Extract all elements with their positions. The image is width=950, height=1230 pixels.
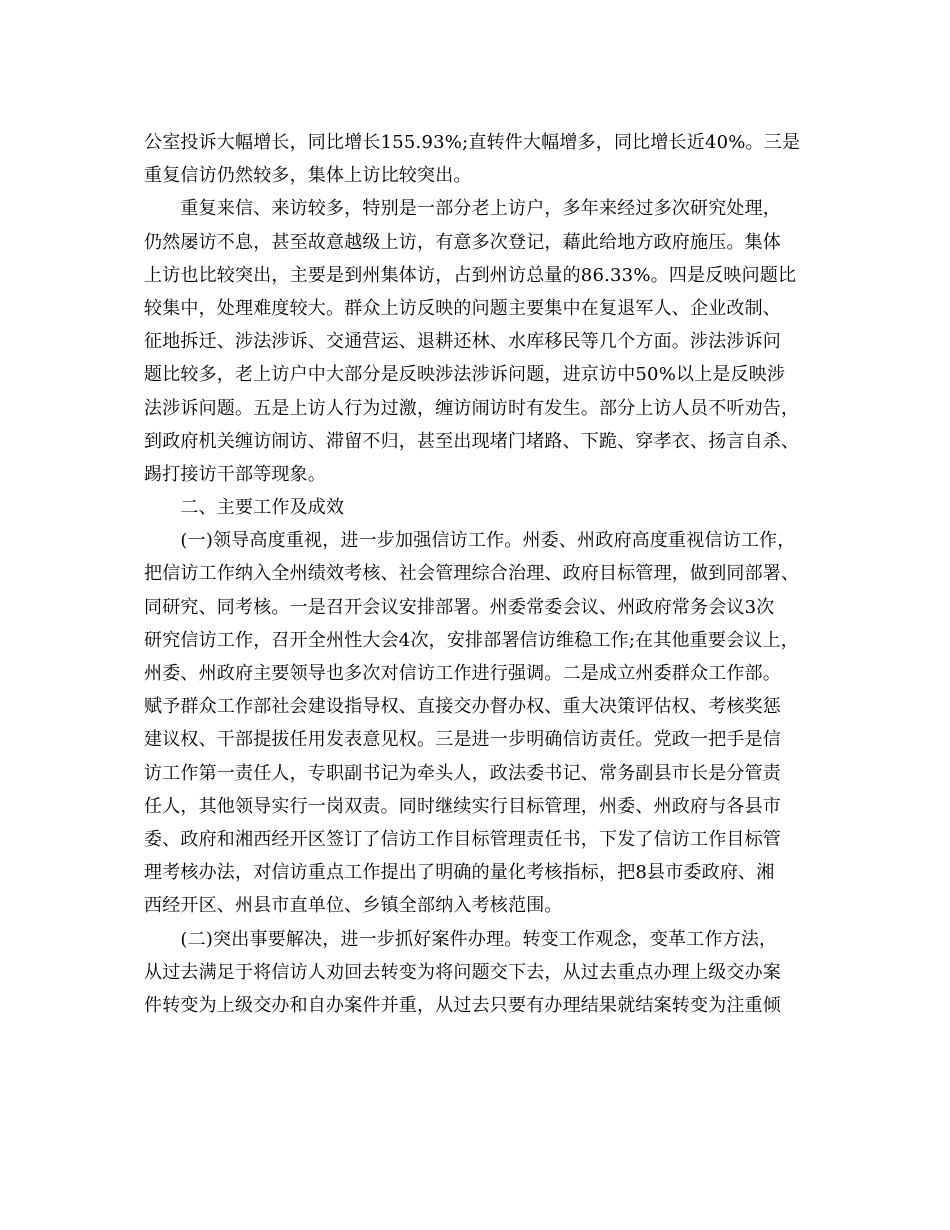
text-line: 公室投诉大幅增长，同比增长155.93%;直转件大幅增多，同比增长近40%。三是: [144, 132, 801, 153]
text-line: 同研究、同考核。一是召开会议安排部署。州委常委会议、州政府常务会议3次: [144, 596, 775, 618]
text-line: 题比较多，老上访户中大部分是反映涉法涉诉问题，进京访中50%以上是反映涉: [144, 364, 786, 386]
text-line: 委、政府和湘西经开区签订了信访工作目标管理责任书，下发了信访工作目标管: [144, 828, 781, 850]
section-heading: 二、主要工作及成效: [144, 497, 345, 519]
text-line: 理考核办法，对信访重点工作提出了明确的量化考核指标，把8县市委政府、湘: [144, 862, 775, 884]
text-line: 西经开区、州县市直单位、乡镇全部纳入考核范围。: [144, 895, 563, 917]
text-line: 把信访工作纳入全州绩效考核、社会管理综合治理、政府目标管理，做到同部署、: [144, 563, 800, 585]
text-line: 从过去满足于将信访人劝回去转变为将问题交下去，从过去重点办理上级交办案: [144, 961, 781, 983]
text-line: 建议权、干部提拔任用发表意见权。三是进一步明确信访责任。党政一把手是信: [144, 729, 781, 751]
text-line: 件转变为上级交办和自办案件并重，从过去只要有办理结果就结案转变为注重倾: [144, 994, 781, 1016]
text-line: 法涉诉问题。五是上访人行为过激，缠访闹访时有发生。部分上访人员不听劝告，: [144, 397, 800, 419]
text-line: 研究信访工作，召开全州性大会4次，安排部署信访维稳工作;在其他重要会议上，: [144, 629, 799, 651]
text-line: 踢打接访干部等现象。: [144, 463, 326, 485]
text-line: 征地拆迁、涉法涉诉、交通营运、退耕还林、水库移民等几个方面。涉法涉诉问: [144, 331, 781, 353]
text-line: 访工作第一责任人，专职副书记为牵头人，政法委书记、常务副县市长是分管责: [144, 762, 781, 784]
text-line: 任人，其他领导实行一岗双责。同时继续实行目标管理，州委、州政府与各县市: [144, 795, 781, 817]
text-line: 州委、州政府主要领导也多次对信访工作进行强调。二是成立州委群众工作部。: [144, 663, 781, 684]
text-line: 较集中，处理难度较大。群众上访反映的问题主要集中在复退军人、企业改制、: [144, 297, 781, 319]
text-line: 上访也比较突出，主要是到州集体访，占到州访总量的86.33%。四是反映问题比: [144, 264, 797, 286]
text-line: (一)领导高度重视，进一步加强信访工作。州委、州政府高度重视信访工作，: [144, 530, 796, 552]
text-line: 到政府机关缠访闹访、滞留不归，甚至出现堵门堵路、下跪、穿孝衣、扬言自杀、: [144, 430, 800, 452]
text-line: 仍然屡访不息，甚至故意越级上访，有意多次登记，藉此给地方政府施压。集体: [144, 231, 781, 253]
text-line: 重复来信、来访较多，特别是一部分老上访户，多年来经过多次研究处理，: [144, 198, 781, 220]
text-line: (二)突出事要解决，进一步抓好案件办理。转变工作观念，变革工作方法，: [144, 928, 778, 950]
text-line: 重复信访仍然较多，集体上访比较突出。: [144, 165, 472, 187]
text-line: 赋予群众工作部社会建设指导权、直接交办督办权、重大决策评估权、考核奖惩: [144, 696, 781, 718]
body-text: [144, 126, 804, 1022]
